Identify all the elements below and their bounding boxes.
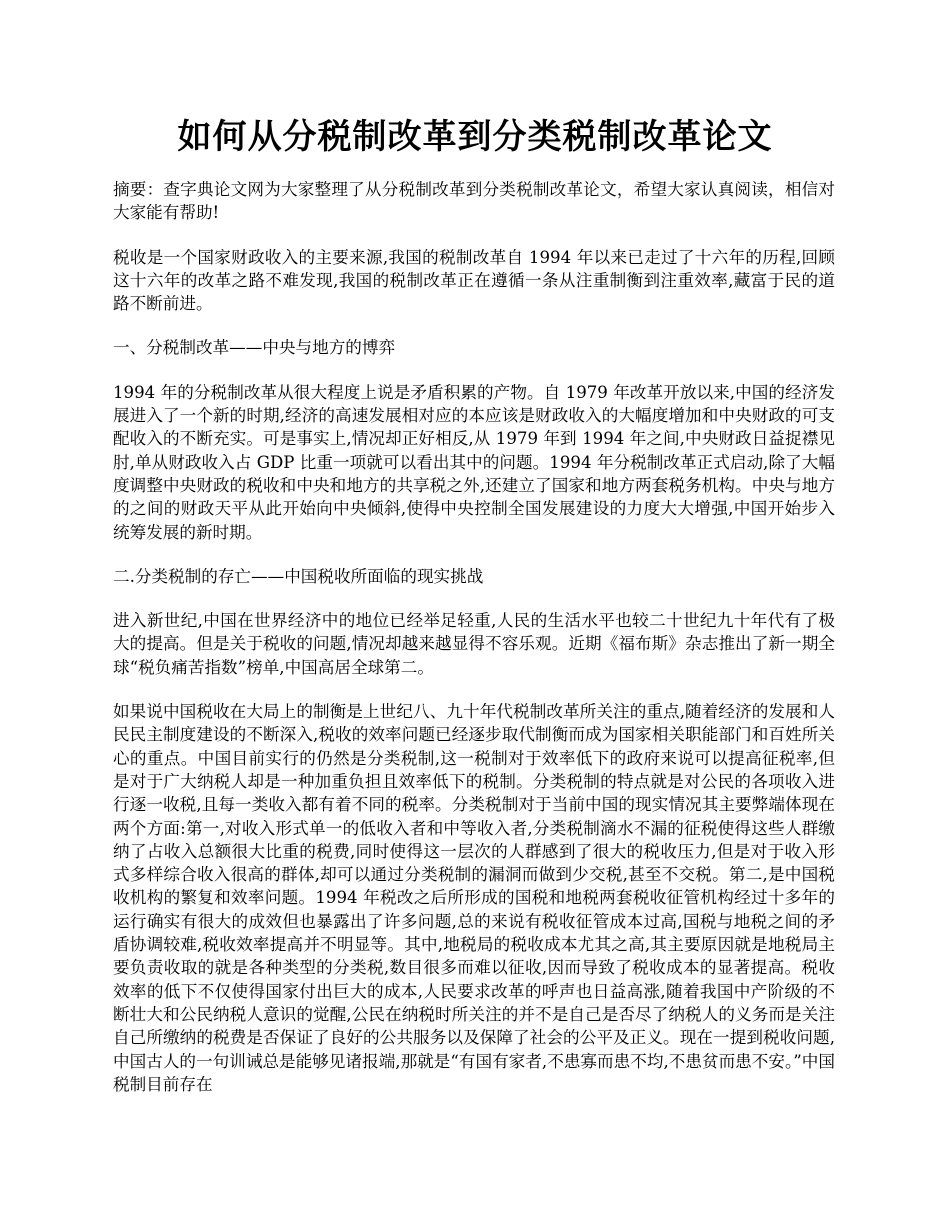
abstract-paragraph: 摘要：查字典论文网为大家整理了从分税制改革到分类税制改革论文，希望大家认真阅读，相信对大家能有帮助! (113, 180, 835, 223)
section2-heading: 二.分类税制的存亡——中国税收所面临的现实挑战 (113, 566, 484, 586)
section2-paragraph-2: 如果说中国税收在大局上的制衡是上世纪八、九十年代税制改革所关注的重点,随着经济的发展和人民民主制度建设的不断深入,税收的效率问题已经逐步取代制衡而成为国家相关职能部门和百姓所关心的重点。中国目前实行的仍然是分类税制,这一税制对于效率低下的政府来说可以提高征税率,但是对于广大纳税人却是一种加重负担且效率低下的税制。分类税制的特点就是对公民的各项收入进行逐一收税,且每一类收入都有着不同的税率。分类税制对于当前中国的现实情况其主要弊端体现在两个方面:第一,对收入形式单一的低收入者和中等收入者,分类税制滴水不漏的征税使得这些人群缴纳了占收入总额很大比重的税费,同时使得这一层次的人群感到了很大的税收压力,但是对于收入形式多样综合收入很高的群体,却可以通过分类税制的漏洞而做到少交税,甚至不交税。第二,是中国税收机构的繁复和效率问题。1994 年税改之后所形成的国税和地税两套税收征管机构经过十多年的运行确实有很大的成效但也暴露出了许多问题,总的来说有税收征管成本过高,国税与地税之间的矛盾协调较难,税收效率提高并不明显等。其中,地税局的税收成本尤其之高,其主要原因就是地税局主要负责收取的就是各种类型的分类税,数目很多而难以征收,因而导致了税收成本的显著提高。税收效率的低下不仅使得国家付出巨大的成本,人民要求改革的呼声也日益高涨,随着我国中产阶级的不断壮大和公民纳税人意识的觉醒,公民在纳税时所关注的并不是自己是否尽了纳税人的义务而是关注自己所缴纳的税费是否保证了良好的公共服务以及保障了社会的公平及正义。现在一提到税收问题,中国古人的一句训诫总是能够见诸报端,那就是“有国有家者,不患寡而患不均,不患贫而患不安。”中国税制目前存在 (113, 702, 835, 1094)
section2-paragraph-1: 进入新世纪,中国在世界经济中的地位已经举足轻重,人民的生活水平也较二十世纪九十年代有了极大的提高。但是关于税收的问题,情况却越来越显得不容乐观。近期《福布斯》杂志推出了新一期全球“税负痛苦指数”榜单,中国高居全球第二。 (113, 611, 835, 677)
document-body (113, 178, 835, 1117)
intro-paragraph: 税收是一个国家财政收入的主要来源,我国的税制改革自 1994 年以来已走过了十六年的历程,回顾这十六年的改革之路不难发现,我国的税制改革正在遵循一条从注重制衡到注重效率,藏富于民的道路不断前进。 (113, 247, 835, 314)
section1-paragraph: 1994 年的分税制改革从很大程度上说是矛盾积累的产物。自 1979 年改革开放以来,中国的经济发展进入了一个新的时期,经济的高速发展相对应的本应该是财政收入的大幅度增加和中央财政的可支配收入的不断充实。可是事实上,情况却正好相反,从 1979 年到 1994 年之间,中央财政日益捉襟见肘,单从财政收入占 GDP 比重一项就可以看出其中的问题。1994 年分税制改革正式启动,除了大幅度调整中央财政的税收和中央和地方的共享税之外,还建立了国家和地方两套税务机构。中央与地方的之间的财政天平从此开始向中央倾斜,使得中央控制全国发展建设的力度大大增强,中国开始步入统筹发展的新时期。 (113, 382, 835, 542)
document-title: 如何从分税制改革到分类税制改革论文 (177, 117, 773, 157)
section1-heading: 一、分税制改革——中央与地方的博弈 (113, 338, 396, 358)
